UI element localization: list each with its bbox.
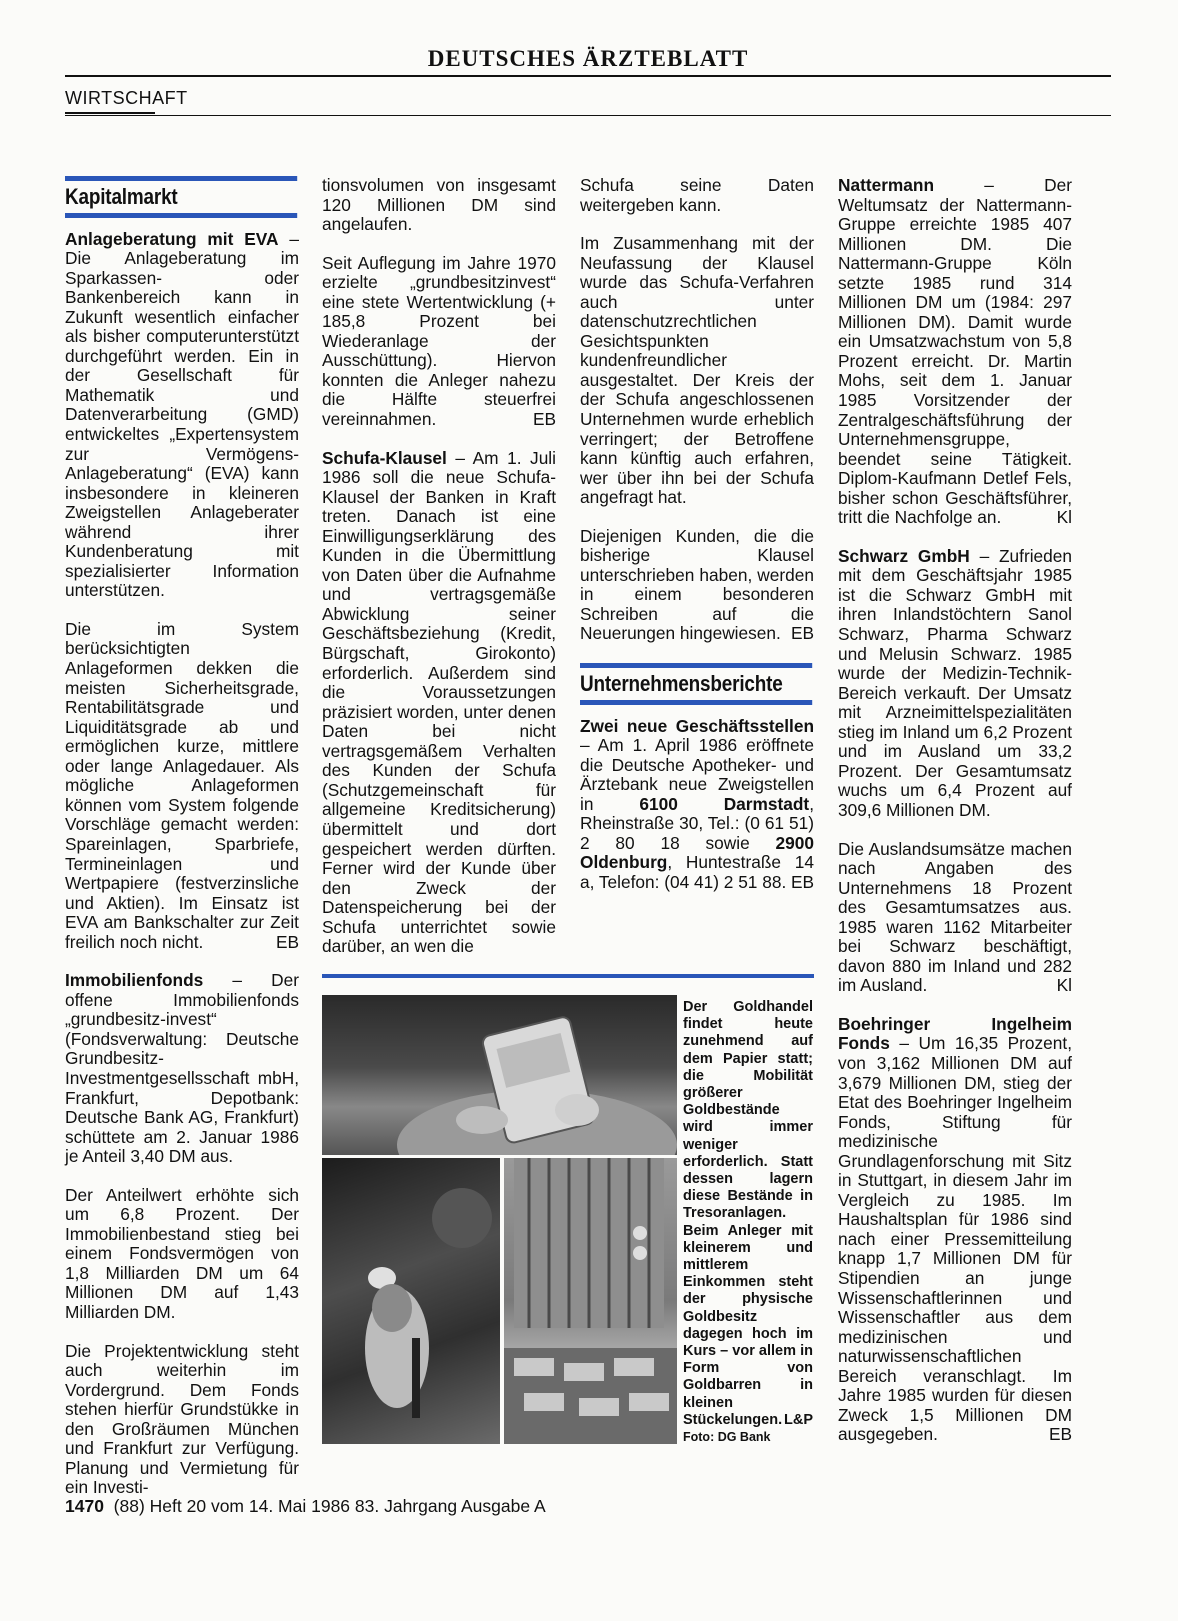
paragraph: tionsvolumen von insgesamt 120 Millionen DM sind angelaufen.: [322, 175, 556, 235]
photo-miner: [322, 1158, 500, 1444]
signature: EB: [275, 931, 299, 952]
text-nattermann: – Der Weltumsatz der Nattermann-Gruppe erreichte 1985 407 Millionen DM. Die Nattermann-Gruppe Köln setzte 1985 rund 314 Millionen DM um (1984: 297 Millionen DM). Damit wurde ein Umsatzwachstum von 5,8 Prozent erreicht. Dr. Martin Mohs, seit dem 1. Januar 1985 Vorsitzender der Zentralgeschäftsführung der Unternehmensgruppe, beendet seine Tätigkeit. Diplom-Kaufmann Detlef Fels, bisher schon Geschäftsführer, tritt die Nachfolge an.: [838, 175, 1072, 528]
section-label: WIRTSCHAFT: [65, 88, 188, 108]
paragraph: Die Projektentwicklung steht auch weiterhin im Vordergrund. Dem Fonds stehen hierfür Grundstükke in den Großräumen München und Frankfurt zur Verfügung. Planung und Vermietung für ein Investi-: [65, 1340, 299, 1498]
photo-credit: Foto: DG Bank: [683, 1430, 771, 1445]
signature: Kl: [1056, 975, 1072, 996]
column-4: [838, 176, 1072, 1464]
text-geschaeftsstellen-c: , Huntestraße 14 a, Telefon: (04 41) 2 51 88.: [580, 852, 814, 892]
text-wertentwicklung: Seit Auflegung im Jahre 1970 erzielte „grundbesitzinvest“ eine stete Wertentwicklung (+ 185,8 Prozent bei Wiederanlage der Ausschüttung). Hiervon konnten die Anleger nahezu die Hälfte steuerfrei vereinnahmen.: [322, 252, 556, 430]
lead-schufa: Schufa-Klausel: [322, 447, 447, 468]
lead-immobilienfonds: Immobilienfonds: [65, 970, 204, 991]
paragraph: [580, 527, 814, 644]
heading-kapitalmarkt: Kapitalmarkt: [65, 176, 297, 218]
signature: EB: [1048, 1424, 1072, 1445]
text-schufa: – Am 1. Juli 1986 soll die neue Schufa-Klausel der Banken in Kraft treten. Danach ist eine Einwilligungserklärung des Kunden in die Übermittlung von Daten über die Aufnahme und vertragsgemäße Abwicklung seiner Geschäftsbeziehung (Kredit, Bürgschaft, Girokonto) erforderlich. Außerdem sind die Voraussetzungen präzisiert worden, unter denen Daten bei nicht vertragsgemäßem Verhalten des Kunden der Schufa (Schutzgemeinschaft für allgemeine Kreditsicherung) übermittelt und dort gespeichert werden dürften. Ferner wird der Kunde über den Zweck der Datenspeicherung bei der Schufa unterrichtet sowie darüber, an wen die: [322, 447, 556, 957]
issue-info: (88) Heft 20 vom 14. Mai 1986 83. Jahrgang Ausgabe A: [113, 1496, 546, 1516]
text-schwarz: – Zufrieden mit dem Geschäftsjahr 1985 ist die Schwarz GmbH mit ihren Inlandstöchtern Sanol Schwarz, Pharma Schwarz und Melusin Schwarz. 1985 wurde der Medizin-Technik-Bereich verkauft. Der Umsatz mit Arzneimittelspezialitäten stieg im Inland um 6,2 Prozent und im Ausland um 33,2 Prozent. Der Gesamtumsatz wuchs um 6,4 Prozent auf 309,6 Millionen DM.: [838, 545, 1072, 820]
column-1: [65, 176, 299, 1517]
heading-unternehmensberichte: Unternehmensberichte: [580, 663, 812, 705]
miner-image: [322, 1158, 500, 1444]
article-anlageberatung: [65, 230, 299, 601]
caption-signature: L&P: [784, 1411, 813, 1428]
lead-schwarz: Schwarz GmbH: [838, 545, 970, 566]
lead-geschaeftsstellen: Zwei neue Geschäftsstellen: [580, 715, 814, 736]
signature: EB: [790, 871, 814, 892]
lead-boehringer: Boehringer Ingelheim Fonds: [838, 1013, 1072, 1054]
article-nattermann: [838, 176, 1072, 528]
article-immobilienfonds: [65, 971, 299, 1166]
city-darmstadt: 6100 Darmstadt: [639, 793, 810, 814]
signature: Kl: [1056, 507, 1072, 528]
lead-nattermann: Nattermann: [838, 175, 935, 195]
gold-bar-image: [322, 995, 677, 1155]
masthead: DEUTSCHES ÄRZTEBLATT: [65, 46, 1111, 77]
text-boehringer: – Um 16,35 Prozent, von 3,162 Millionen DM auf 3,679 Millionen DM, stieg der Etat des Boehringer Ingelheim Fonds, Stiftung für medizinische Grundlagenforschung mit Sitz in Stuttgart, in diesem Jahr im Vergleich zu 1985. Im Haushaltsplan für 1986 sind nach einer Pressemitteilung knapp 1,7 Millionen DM für Stipendien an junge Wissenschaftlerinnen und Wissenschaftler aus dem medizinischen und naturwissenschaftlichen Bereich veranschlagt. Im Jahre 1985 wurden für diesen Zweck 1,5 Millionen DM ausgegeben.: [838, 1033, 1072, 1445]
lead-anlageberatung: Anlageberatung mit EVA: [65, 228, 279, 249]
signature: EB: [790, 623, 814, 644]
text-auslandsumsaetze: Die Auslandsumsätze machen nach Angaben des Unternehmens 18 Prozent des Gesamtumsatzes aus. 1985 waren 1162 Mitarbeiter bei Schwarz beschäftigt, davon 880 im Inland und 282 im Ausland.: [838, 838, 1072, 996]
text-anlageberatung: – Die Anlageberatung im Sparkassen- oder Bankenbereich kann in Zukunft wesentlich einfacher als bisher computerunterstützt durchgeführt werden. Ein in der Gesellschaft für Mathematik und Datenverarbeitung (GMD) entwickeltes „Expertensystem zur Vermögens-Anlageberatung“ (EVA) kann insbesondere in kleineren Zweigstellen Anlageberater während ihrer Kundenberatung mit spezialisierter Information unterstützen.: [65, 228, 299, 601]
article-schufa: [322, 449, 556, 957]
photo-gold-bar-hand: [322, 995, 677, 1155]
article-geschaeftsstellen: [580, 717, 814, 893]
photo-rule: [322, 974, 814, 978]
section-rule: [65, 115, 1111, 116]
column-2: [322, 176, 556, 976]
text-immobilienfonds: – Der offene Immobilienfonds „grundbesitz-invest“ (Fondsverwaltung: Deutsche Grundbesitz-Investmentgesellsschaft mbH, Frankfurt, Depotbank: Deutsche Bank AG, Frankfurt) schüttete am 2. Januar 1986 je Anteil 3,40 DM aus.: [65, 970, 299, 1167]
photo-caption: [683, 999, 813, 1446]
city-oldenburg: 2900 Oldenburg: [580, 832, 814, 873]
caption-text: Der Goldhandel findet heute zunehmend auf dem Papier statt; die Mobilität größerer Goldbestände wird immer weniger erforderlich. Statt dessen lagern diese Bestände in Tresoranlagen. Beim Anleger mit kleinerem und mittlerem Einkommen steht der physische Goldbesitz dagegen hoch im Kurs – vor allem in Form von Goldbarren in kleinen Stückelungen.: [683, 999, 813, 1428]
page-number: 1470: [65, 1496, 104, 1516]
text-geschaeftsstellen-b: , Rheinstraße 30, Tel.: (0 61 51) 2 80 18 sowie: [580, 793, 814, 853]
paragraph: Schufa seine Daten weitergeben kann.: [580, 175, 814, 215]
text-kunden: Diejenigen Kunden, die die bisherige Klausel unterschrieben haben, werden in einem besonderen Schreiben auf die Neuerungen hingewiesen.: [580, 525, 814, 644]
photo-vault: [504, 1158, 677, 1444]
paragraph: [322, 254, 556, 430]
text-anlageformen: Die im System berücksichtigten Anlageformen dekken die meisten Sicherheitsgrade, Rentabilitätsgrade und Liquiditätsgrade ab und ermöglichen kurze, mittlere oder lange Anlagedauer. Als mögliche Anlageformen können vom System folgende Vorschläge gemacht werden: Spareinlagen, Sparbriefe, Termineinlagen und Wertpapiere (festverzinsliche und Aktien). Im Einsatz ist EVA am Bankschalter zur Zeit freilich noch nicht.: [65, 618, 299, 952]
article-boehringer: [838, 1015, 1072, 1445]
article-schwarz: [838, 547, 1072, 821]
paragraph: Der Anteilwert erhöhte sich um 6,8 Prozent. Der Immobilienbestand stieg bei einem Fondsvermögen von 1,8 Milliarden DM um 64 Millionen DM auf 1,43 Milliarden DM.: [65, 1184, 299, 1322]
paragraph: [65, 620, 299, 952]
paragraph: [838, 840, 1072, 996]
page-footer: [65, 1496, 546, 1517]
column-3: [580, 176, 814, 912]
paragraph: Im Zusammenhang mit der Neufassung der Klausel wurde das Schufa-Verfahren auch unter datenschutzrechtlichen Gesichtspunkten kundenfreundlicher ausgestaltet. Der Kreis der der Schufa angeschlossenen Unternehmen wurde erheblich verringert; der Betroffene kann künftig auch erfahren, wer über ihn bei der Schufa angefragt hat.: [580, 233, 814, 508]
text-geschaeftsstellen-a: – Am 1. April 1986 eröffnete die Deutsche Apotheker- und Ärztebank neue Zweigstellen in: [580, 735, 814, 814]
vault-image: [504, 1158, 677, 1444]
signature: EB: [532, 409, 556, 430]
